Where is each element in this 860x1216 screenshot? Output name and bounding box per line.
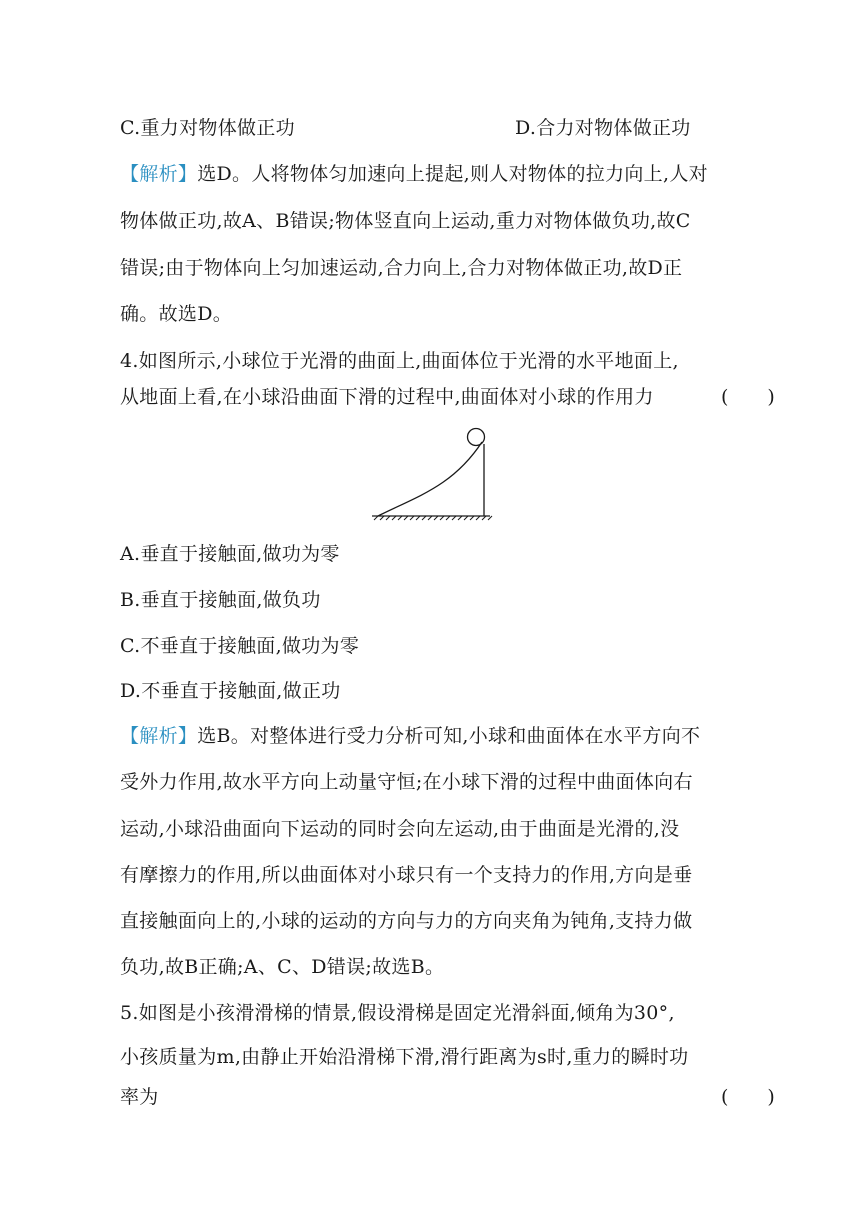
curved-surface [378,442,482,516]
q3-options-row [120,116,691,140]
q3-analysis-line-3: 错误;由于物体向上匀加速运动,合力向上,合力对物体做正功,故D正 [120,257,683,279]
q3-option-d: D.合力对物体做正功 [515,117,691,139]
q4-analysis-line-4: 有摩擦力的作用,所以曲面体对小球只有一个支持力的作用,方向是垂 [120,864,693,886]
q4-analysis-tag: 【解析】 [120,725,198,747]
q5-stem-line-3: 率为 ( ) [120,1086,776,1108]
q4-option-d: D.不垂直于接触面,做正功 [120,680,341,702]
q5-stem-line-1: 5.如图是小孩滑滑梯的情景,假设滑梯是固定光滑斜面,倾角为30°, [120,1002,675,1024]
q5-stem-line-2: 小孩质量为m,由静止开始沿滑梯下滑,滑行距离为s时,重力的瞬时功 [120,1046,689,1068]
q4-answer-paren: ( ) [721,386,776,408]
q4-stem-line-1: 4.如图所示,小球位于光滑的曲面上,曲面体位于光滑的水平地面上, [120,350,679,372]
q3-option-c: C.重力对物体做正功 [120,117,295,139]
curved-surface-figure [368,424,518,524]
q4-option-b: B.垂直于接触面,做负功 [120,589,321,611]
ball [468,429,485,446]
q4-option-c: C.不垂直于接触面,做功为零 [120,635,360,657]
q4-analysis-line-6: 负功,故B正确;A、C、D错误;故选B。 [120,956,445,978]
q4-analysis-line-5: 直接触面向上的,小球的运动的方向与力的方向夹角为钝角,支持力做 [120,910,693,932]
q4-analysis-line-1: 【解析】选B。对整体进行受力分析可知,小球和曲面体在水平方向不 [120,725,701,747]
q3-analysis-line-2: 物体做正功,故A、B错误;物体竖直向上运动,重力对物体做负功,故C [120,210,691,232]
q5-answer-paren: ( ) [721,1086,776,1108]
q4-analysis-line-3: 运动,小球沿曲面向下运动的同时会向左运动,由于曲面是光滑的,没 [120,818,680,840]
q3-analysis-line-1: 【解析】选D。人将物体匀加速向上提起,则人对物体的拉力向上,人对 [120,163,708,185]
q4-analysis-line-2: 受外力作用,故水平方向上动量守恒;在小球下滑的过程中曲面体向右 [120,771,693,793]
q3-analysis-line-4: 确。故选D。 [120,303,233,325]
q4-stem-line-2: 从地面上看,在小球沿曲面下滑的过程中,曲面体对小球的作用力 ( ) [120,386,776,408]
q4-option-a: A.垂直于接触面,做功为零 [120,543,340,565]
q3-analysis-tag: 【解析】 [120,163,198,185]
